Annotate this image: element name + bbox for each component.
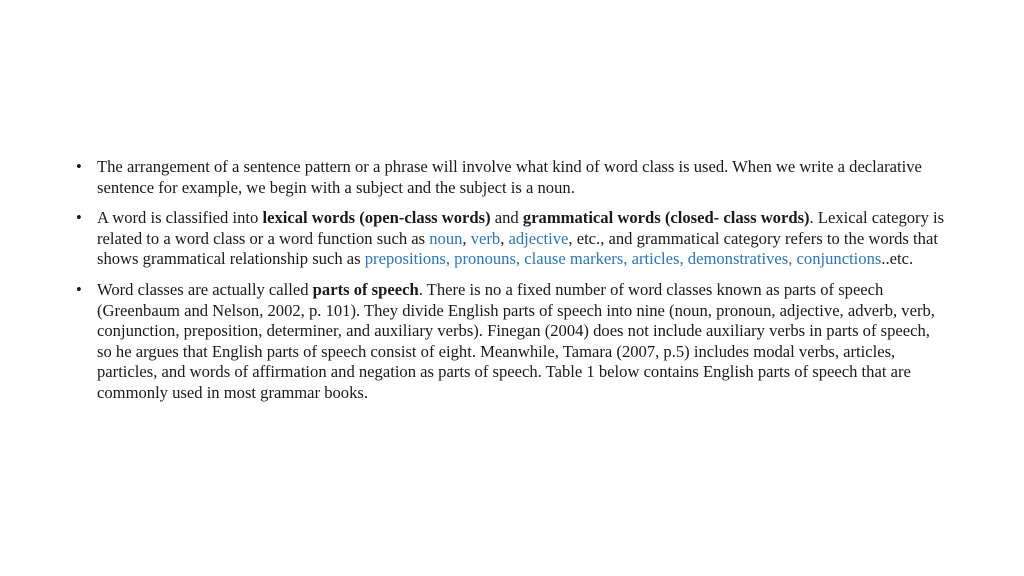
bullet-2-text-3: . Lexical category is related to a word class or a word function such as <box>97 208 945 248</box>
highlight-grammatical-examples: prepositions, pronouns, clause markers, articles, demonstratives, conjunctions <box>364 249 882 269</box>
highlight-noun: noun <box>429 228 463 248</box>
bullet-2-text-2: and <box>490 208 523 228</box>
bullet-2-text-1: A word is classified into <box>97 208 263 228</box>
bullet-2-text-6: , etc., and grammatical category refers to the words that shows grammatical relationship such as <box>97 228 938 269</box>
bullet-2-text-5: , <box>500 228 509 248</box>
term-lexical-words: lexical words (open-class words) <box>262 208 491 228</box>
bullet-dot-icon: • <box>76 208 82 228</box>
bullet-item-2 <box>76 208 948 270</box>
bullet-2-text-7: ..etc. <box>881 249 914 269</box>
highlight-adjective: adjective <box>508 228 569 248</box>
highlight-verb: verb <box>470 228 501 248</box>
bullet-dot-icon: • <box>76 157 82 176</box>
bullet-1-text: The arrangement of a sentence pattern or a phrase will involve what kind of word class is used. When we write a declarative sentence for example, we begin with a subject and the subject is a noun. <box>97 157 922 197</box>
bullet-3-text-2: . There is no a fixed number of word classes known as parts of speech (Greenbaum and Nelson, 2002, p. 101). They divide English parts of speech into nine (noun, pronoun, adjective, adverb, verb, conjunction, preposition, determiner, and auxiliary verbs). Finegan (2004) does not include auxiliary verbs in parts of speech, so he argues that English parts of speech consist of eight. Meanwhile, Tamara (2007, p.5) includes modal verbs, articles, particles, and words of affirmation and negation as parts of speech. Table 1 below contains English parts of speech that are commonly used in most grammar books. <box>97 279 935 402</box>
bullet-2-text-4: , <box>462 228 471 248</box>
term-parts-of-speech: parts of speech <box>312 279 419 299</box>
bullet-item-1 <box>76 157 948 198</box>
bullet-item-3 <box>76 280 948 404</box>
term-grammatical-words: grammatical words (closed- class words) <box>522 208 810 228</box>
bullet-list <box>76 157 948 414</box>
bullet-3-text-1: Word classes are actually called <box>97 279 313 299</box>
bullet-dot-icon: • <box>76 279 82 299</box>
